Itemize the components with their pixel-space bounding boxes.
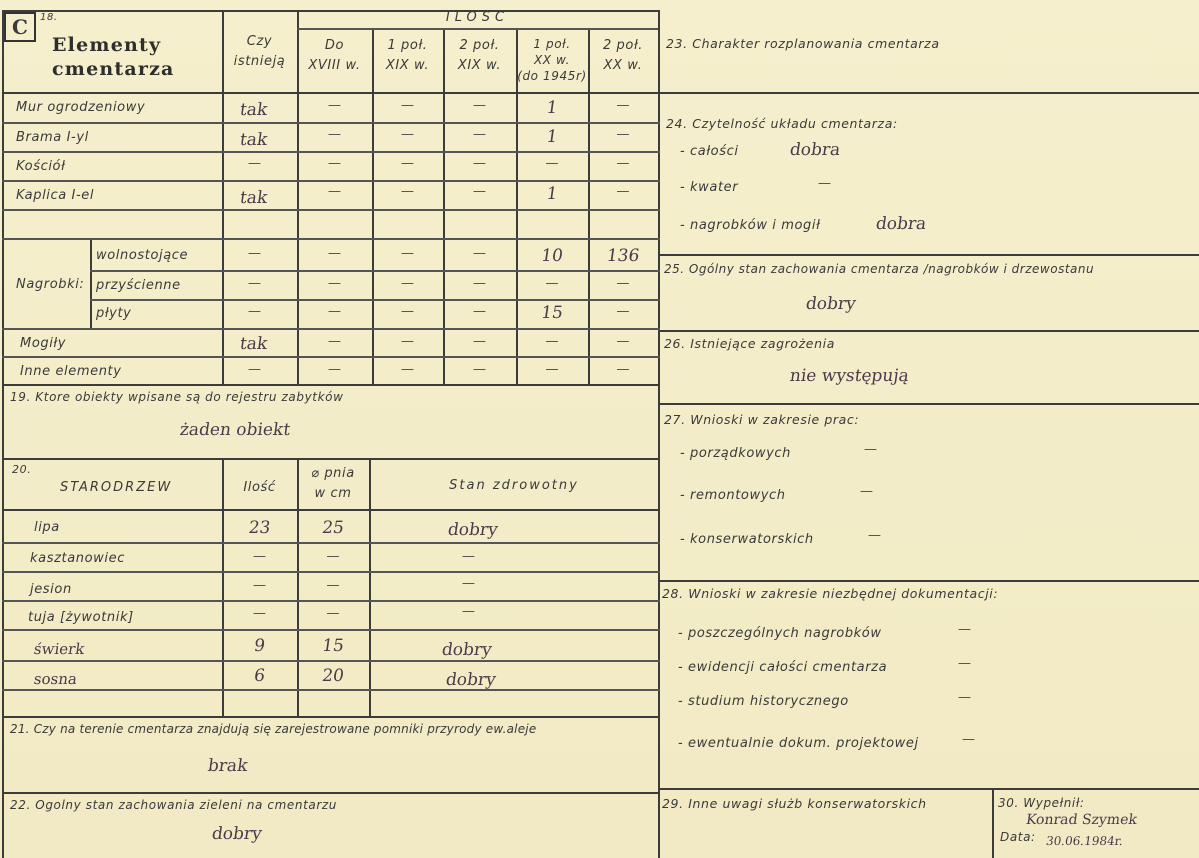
- right-top-line: [660, 92, 1199, 94]
- col-header-3: 2 poł. XIX w.: [457, 38, 502, 73]
- row-line: [2, 122, 660, 124]
- cell: —: [471, 246, 488, 261]
- row-line: [2, 328, 660, 330]
- s27-item-value: —: [866, 528, 883, 543]
- s26-label: 26. Istniejące zagrożenia: [664, 336, 835, 351]
- s28-item-label: - ewidencji całości cmentarza: [678, 660, 888, 675]
- cell: —: [615, 156, 631, 171]
- cell: —: [326, 246, 343, 261]
- s29-label: 29. Inne uwagi służb konserwatorskich: [662, 796, 927, 811]
- cell: —: [399, 184, 416, 199]
- row-label: przyścienne: [96, 278, 181, 293]
- center-divider: [658, 10, 660, 858]
- tree-pnia: —: [325, 578, 341, 593]
- cell: —: [544, 362, 560, 377]
- tree-stan: —: [460, 576, 477, 591]
- s29-s30-divider: [992, 790, 994, 858]
- cell: —: [326, 127, 343, 142]
- tree-pnia: 20: [320, 666, 346, 686]
- cell-exists: tak: [238, 334, 269, 354]
- s20-row-line: [2, 660, 660, 662]
- section-number: 18.: [40, 12, 58, 23]
- cell: —: [471, 184, 488, 199]
- row-line: [90, 270, 660, 272]
- grid-v-5: [588, 28, 590, 384]
- cell: —: [326, 276, 343, 291]
- tree-pnia: —: [325, 606, 341, 621]
- cell: —: [326, 184, 343, 199]
- cell: —: [399, 334, 416, 349]
- cell: —: [544, 276, 560, 291]
- cell: —: [471, 156, 488, 171]
- s20-col-ilosc: Ilość: [243, 480, 276, 495]
- tree-name: jesion: [30, 582, 72, 597]
- tree-stan: dobry: [440, 640, 494, 660]
- cell: —: [615, 127, 631, 142]
- s22-label: 22. Ogolny stan zachowania zieleni na cmentarzu: [10, 798, 337, 812]
- row-label: Kaplica I-el: [16, 188, 95, 203]
- s20-title: STARODRZEW: [60, 480, 173, 495]
- s20-row-line: [2, 689, 660, 691]
- s20-row-line: [2, 629, 660, 631]
- s19-label: 19. Ktore obiekty wpisane są do rejestru zabytków: [10, 390, 344, 404]
- s25-bottom: [660, 330, 1199, 332]
- cell-exists: tak: [238, 130, 269, 150]
- s20-row-line: [2, 542, 660, 544]
- s30-date-label: Data:: [1000, 830, 1036, 844]
- s21-label: 21. Czy na terenie cmentarza znajdują się zarejestrowane pomniki przyrody ew.aleje: [10, 722, 537, 736]
- s24-bottom: [660, 254, 1199, 256]
- s27-item-label: - remontowych: [680, 488, 786, 503]
- cell-exists: tak: [238, 188, 269, 208]
- s27-bottom: [660, 580, 1199, 582]
- grid-v-3: [443, 28, 445, 384]
- s20-number: 20.: [12, 463, 32, 476]
- row-line: [2, 209, 660, 211]
- tree-ilosc: 6: [252, 666, 267, 686]
- cell: 1: [545, 98, 559, 118]
- col-exists-header: Czy istnieją: [233, 34, 286, 69]
- cell: 136: [605, 246, 641, 266]
- s30-name: Konrad Szymek: [1024, 812, 1139, 828]
- s26-bottom: [660, 403, 1199, 405]
- s24-item-label: - kwater: [680, 180, 739, 195]
- cell: —: [326, 362, 343, 377]
- s28-bottom: [660, 788, 1199, 790]
- row-line: [2, 356, 660, 358]
- s27-label: 27. Wnioski w zakresie prac:: [664, 412, 860, 427]
- row-label: Mur ogrodzeniowy: [16, 100, 146, 115]
- cell: 15: [539, 303, 565, 323]
- tree-name: lipa: [34, 520, 60, 535]
- section-title-1: Elementy: [52, 34, 162, 56]
- col-header-4: 1 poł. XX w. (do 1945r): [517, 37, 587, 83]
- s24-item-label: - całości: [680, 144, 739, 159]
- s28-item-label: - poszczególnych nagrobków: [678, 626, 882, 641]
- ilosc-header: ILOSC: [445, 10, 510, 25]
- cell: —: [326, 98, 343, 113]
- cell: —: [615, 334, 631, 349]
- col-header-1: Do XVIII w.: [308, 38, 361, 73]
- s25-label: 25. Ogólny stan zachowania cmentarza /nagrobków i drzewostanu: [664, 262, 1095, 276]
- s28-item-value: —: [956, 622, 973, 637]
- nagrobki-label: Nagrobki:: [16, 277, 85, 292]
- cell: —: [399, 98, 416, 113]
- s24-item-value: dobra: [874, 214, 928, 234]
- row-label: wolnostojące: [96, 248, 189, 263]
- row-line: [2, 180, 660, 182]
- cell-exists: —: [246, 156, 263, 171]
- cell: —: [399, 362, 416, 377]
- tree-pnia: —: [325, 549, 341, 564]
- s27-item-label: - porządkowych: [680, 446, 792, 461]
- cell: —: [471, 127, 488, 142]
- s28-item-value: —: [956, 690, 973, 705]
- s24-item-value: —: [816, 176, 833, 191]
- tree-ilosc: 9: [252, 636, 267, 656]
- row-label: Brama I-yl: [16, 130, 89, 145]
- tree-name: świerk: [32, 640, 86, 658]
- row-line: [2, 238, 660, 240]
- s24-item-label: - nagrobków i mogił: [680, 218, 821, 233]
- row-label: płyty: [96, 306, 132, 321]
- tree-ilosc: —: [251, 578, 268, 593]
- s19-value: żaden obiekt: [178, 420, 292, 440]
- tree-ilosc: 23: [247, 518, 272, 538]
- row-line: [90, 299, 660, 301]
- cell-exists: —: [246, 246, 263, 261]
- s28-item-value: —: [956, 656, 973, 671]
- left-border: [2, 10, 4, 858]
- tree-ilosc: —: [251, 549, 268, 564]
- s27-item-label: - konserwatorskich: [680, 532, 814, 547]
- cell: 1: [545, 184, 559, 204]
- cell: —: [615, 304, 631, 319]
- s20-row-line: [2, 600, 660, 602]
- cell: —: [399, 304, 416, 319]
- tree-name: sosna: [32, 670, 79, 688]
- s20-bottom: [2, 716, 660, 718]
- cell: —: [399, 156, 416, 171]
- grid-v-2: [372, 28, 374, 384]
- tree-name: kasztanowiec: [30, 551, 125, 566]
- s19-bottom: [2, 458, 660, 460]
- cell: —: [544, 156, 560, 171]
- s27-item-value: —: [862, 442, 879, 457]
- s20-col-stan: Stan zdrowotny: [449, 478, 579, 493]
- s21-value: brak: [206, 756, 249, 776]
- tree-stan: —: [460, 549, 477, 564]
- s26-value: nie występują: [788, 366, 911, 386]
- cell: —: [326, 334, 343, 349]
- cell: —: [615, 98, 631, 113]
- cell: —: [326, 156, 343, 171]
- s30-date: 30.06.1984r.: [1045, 834, 1124, 848]
- cell: —: [399, 276, 416, 291]
- cell: —: [399, 127, 416, 142]
- cell-exists: —: [246, 362, 263, 377]
- section-title-2: cmentarza: [52, 58, 175, 80]
- row-label: Mogiły: [20, 336, 67, 351]
- cell: —: [471, 334, 488, 349]
- cell-exists: —: [246, 304, 263, 319]
- col-header-2: 1 poł. XIX w.: [385, 38, 430, 73]
- s20-row-line: [2, 571, 660, 573]
- cell: —: [471, 304, 488, 319]
- grid-v-nagrobki: [90, 238, 92, 328]
- cell: 10: [539, 246, 565, 266]
- s21-bottom: [2, 792, 660, 794]
- section-letter-box: C: [4, 12, 36, 42]
- row-label: Kościół: [16, 159, 66, 174]
- tree-stan: —: [460, 604, 477, 619]
- cell: —: [471, 362, 488, 377]
- tree-stan: dobry: [446, 520, 500, 540]
- s28-item-label: - ewentualnie dokum. projektowej: [678, 736, 919, 751]
- row-line: [2, 384, 660, 386]
- s22-value: dobry: [210, 824, 264, 844]
- cell: —: [471, 276, 488, 291]
- col-header-5: 2 poł. XX w.: [602, 38, 644, 73]
- cell-exists: —: [246, 276, 263, 291]
- cell-exists: tak: [238, 100, 269, 120]
- s24-label: 24. Czytelność układu cmentarza:: [666, 116, 898, 131]
- s24-item-value: dobra: [788, 140, 842, 160]
- s20-header-line: [2, 509, 660, 511]
- s23-label: 23. Charakter rozplanowania cmentarza: [666, 36, 940, 51]
- cell: —: [399, 246, 416, 261]
- s28-item-value: —: [960, 732, 977, 747]
- s30-label: 30. Wypełnił:: [998, 796, 1085, 810]
- tree-stan: dobry: [444, 670, 498, 690]
- tree-ilosc: —: [251, 606, 268, 621]
- cell: 1: [545, 127, 559, 147]
- cell: —: [544, 334, 560, 349]
- tree-name: tuja [żywotnik]: [28, 610, 134, 625]
- row-label: Inne elementy: [20, 364, 122, 379]
- cell: —: [615, 362, 631, 377]
- tree-pnia: 25: [320, 518, 346, 538]
- cell: —: [326, 304, 343, 319]
- grid-h-header: [2, 92, 660, 94]
- cell: —: [615, 184, 631, 199]
- s28-item-label: - studium historycznego: [678, 694, 849, 709]
- s28-label: 28. Wnioski w zakresie niezbędnej dokumentacji:: [662, 586, 999, 601]
- grid-h-ilosc: [297, 28, 658, 30]
- s25-value: dobry: [804, 294, 858, 314]
- tree-pnia: 15: [320, 636, 346, 656]
- row-line: [2, 151, 660, 153]
- s20-v3: [369, 458, 371, 716]
- s27-item-value: —: [858, 484, 875, 499]
- cell: —: [615, 276, 631, 291]
- s20-col-pnia: ⌀ pnia w cm: [311, 466, 355, 501]
- cell: —: [471, 98, 488, 113]
